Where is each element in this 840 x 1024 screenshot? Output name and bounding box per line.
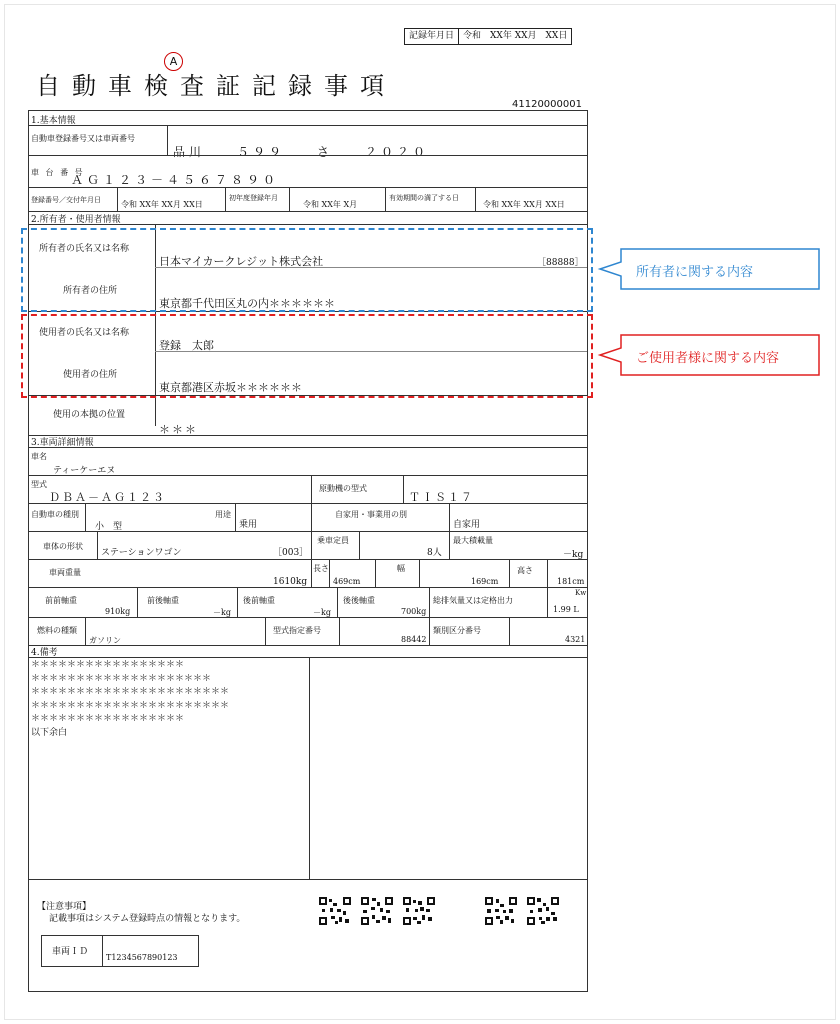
owner-callout-text: 所有者に関する内容 [636,265,754,280]
car-name-value: ティーケーエヌ [53,466,116,476]
vehicle-id-box [41,935,199,967]
fuel-value: ガソリン [89,636,121,645]
record-date-value: 令和 XX年 XX月 XX日 [463,31,568,41]
body-value: ステーションワゴン [101,548,182,558]
private-label: 自家用・事業用の別 [335,510,407,519]
length-value: 469cm [333,577,361,586]
ff-axle-value: 910kg [105,607,131,616]
record-date-box [404,28,572,45]
owner-highlight-box [21,228,593,312]
base-value: ＊＊＊ [159,423,198,436]
rf-axle-label: 後前軸重 [243,596,275,605]
fr-axle-value: －kg [213,608,231,617]
vehicle-id-label: 車両ＩＤ [52,947,89,957]
width-label: 幅 [397,564,405,573]
qr-code [403,897,435,925]
remarks-line: ＊＊＊＊＊＊＊＊＊＊＊＊＊＊＊＊＊＊＊＊＊＊ [31,700,230,711]
class-no-label: 類別区分番号 [433,626,481,635]
displacement-value: 1.99 L [553,605,579,614]
user-callout-text: ご使用者様に関する内容 [636,351,780,366]
type-no-label: 型式指定番号 [273,626,321,635]
document-number: 41120000001 [512,99,582,110]
car-name-label: 車名 [31,452,47,461]
expiry-label: 有効期間の満了する日 [389,194,459,202]
max-load-value: －kg [563,550,584,560]
rr-axle-label: 後後軸重 [343,596,375,605]
notice-title: 【注意事項】 [37,902,92,912]
fr-axle-label: 前後軸重 [147,596,179,605]
page-title: 自動車検査証記録事項 [36,72,396,100]
use-label: 用途 [215,510,231,519]
reg-no-label: 自動車登録番号又は車両番号 [31,134,135,143]
type-no-value: 88442 [401,635,427,644]
first-reg-label: 初年度登録年月 [229,194,278,202]
owner-addr-value: 東京都千代田区丸の内＊＊＊＊＊＊ [159,297,335,310]
displacement-label: 総排気量又は定格出力 [433,596,513,605]
remarks-line: ＊＊＊＊＊＊＊＊＊＊＊＊＊＊＊＊＊ [31,660,185,670]
owner-code: ［88888］ [537,258,584,268]
user-name-value: 登録 太郎 [159,339,214,352]
remarks-line: ＊＊＊＊＊＊＊＊＊＊＊＊＊＊＊＊＊＊＊＊＊＊ [31,687,230,697]
first-reg-value: 令和 XX年 X月 [303,200,358,209]
expiry-value: 令和 XX年 XX月 XX日 [483,200,565,209]
weight-value: 1610kg [273,577,308,587]
user-highlight-box [21,314,593,398]
body-code: ［003］ [273,548,309,558]
user-name-label: 使用者の氏名又は名称 [39,328,130,338]
capacity-value: 8人 [427,548,442,558]
remarks-line: 以下余白 [31,727,68,738]
section3-heading: 3.車両詳細情報 [31,438,94,448]
section1-heading: 1.基本情報 [31,116,76,126]
fuel-label: 燃料の種類 [37,626,77,635]
rr-axle-value: 700kg [401,607,427,616]
issue-label: 登録番号／交付年月日 [31,196,101,204]
height-value: 181cm [557,577,585,586]
rf-axle-value: －kg [313,608,331,617]
reg-no-value: 品川 ５９９ さ ２０２０ [173,145,430,159]
qr-code [485,897,517,925]
engine-label: 原動機の型式 [319,484,367,493]
chassis-value: ＡＧ１２３－４５６７８９０ [71,173,280,187]
chassis-label: 車 台 番 号 [31,168,85,177]
displacement-unit: Kw [575,589,587,597]
qr-code [527,897,559,925]
circle-marker-a: A [164,52,183,71]
qr-code [361,897,393,925]
private-value: 自家用 [453,520,481,530]
owner-name-label: 所有者の氏名又は名称 [39,244,130,254]
notice-text: 記載事項はシステム登録時点の情報となります。 [49,914,246,924]
user-addr-value: 東京都港区赤坂＊＊＊＊＊＊ [159,381,302,394]
model-value: ＤＢＡ－ＡＧ１２３ [49,491,166,504]
remarks-line: ＊＊＊＊＊＊＊＊＊＊＊＊＊＊＊＊＊ [31,714,185,724]
base-label: 使用の本拠の位置 [53,410,126,420]
weight-label: 車両重量 [49,568,81,577]
kind-label: 自動車の種別 [31,510,79,519]
class-no-value: 4321 [565,635,586,644]
section2-heading: 2.所有者・使用者情報 [31,215,121,225]
capacity-label: 乗車定員 [317,536,349,545]
length-label: 長さ [313,564,329,573]
use-value: 乗用 [239,520,258,530]
height-label: 高さ [517,566,533,575]
width-value: 169cm [471,577,499,586]
owner-name-value: 日本マイカークレジット株式会社 [159,255,324,268]
remarks-list [31,659,229,740]
user-addr-label: 使用者の住所 [63,370,118,380]
engine-value: ＴＩＳ１７ [409,491,474,504]
vehicle-id-value: T1234567890123 [106,953,178,962]
section4-heading: 4.備考 [31,648,58,658]
remarks-line: ＊＊＊＊＊＊＊＊＊＊＊＊＊＊＊＊＊＊＊＊ [31,673,212,684]
model-label: 型式 [31,480,47,489]
owner-addr-label: 所有者の住所 [63,286,118,296]
ff-axle-label: 前前軸重 [45,596,77,605]
qr-code [319,897,351,925]
body-label: 車体の形状 [43,542,83,551]
max-load-label: 最大積載量 [453,536,493,545]
issue-value: 令和 XX年 XX月 XX日 [121,200,203,209]
kind-value: 小 型 [95,522,123,532]
record-date-label: 記録年月日 [405,29,459,44]
